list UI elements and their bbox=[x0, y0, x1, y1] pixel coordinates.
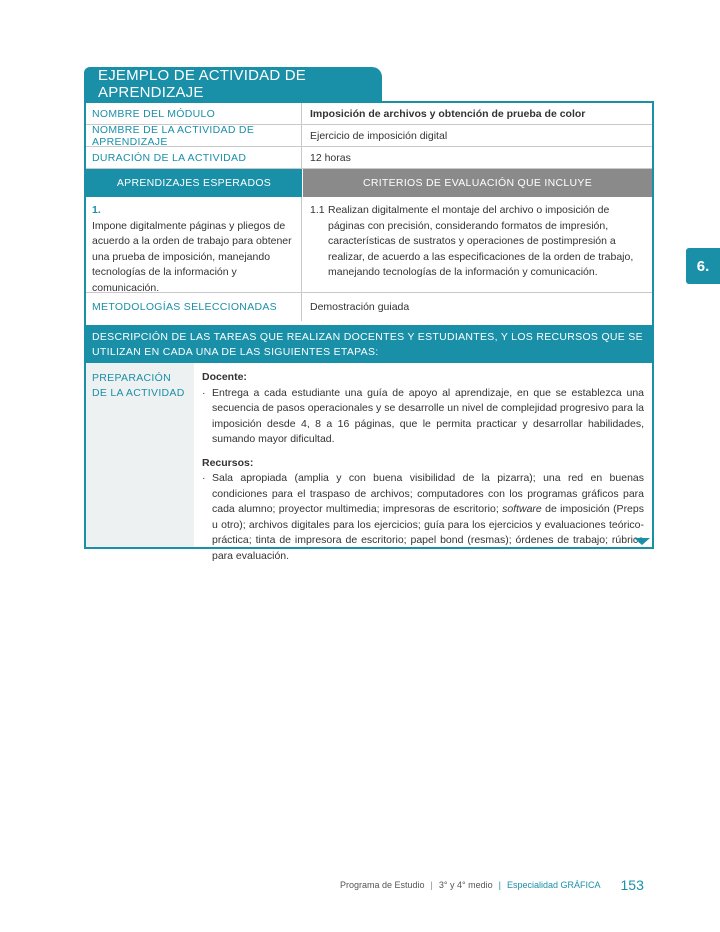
label-duracion: DURACIÓN DE LA ACTIVIDAD bbox=[86, 147, 302, 168]
bullet: · bbox=[202, 472, 206, 484]
header-row bbox=[86, 169, 652, 197]
docente-heading: Docente: bbox=[202, 371, 247, 383]
footer-separator: | bbox=[498, 880, 501, 890]
row-duracion bbox=[86, 147, 652, 169]
footer-specialty: Especialidad GRÁFICA bbox=[506, 880, 601, 890]
value-actividad: Ejercicio de imposición digital bbox=[310, 129, 448, 142]
docente-text: Entrega a cada estudiante una guía de apoyo al aprendizaje, en que se establezca una secuencia de pasos operacionales y se desarrolle un nivel de complejidad progresivo para la imposición desde 4, 8 a 16 páginas, que le permita practicar y desarrollar habilidades, sumando mayor dificultad. bbox=[212, 386, 644, 445]
label-actividad: NOMBRE DE LA ACTIVIDAD DE APRENDIZAJE bbox=[86, 125, 302, 146]
page-footer bbox=[340, 877, 644, 893]
recursos-item bbox=[202, 471, 644, 564]
criterio-cell bbox=[302, 197, 652, 292]
continue-arrow-icon bbox=[634, 538, 650, 545]
row-aprendizaje bbox=[86, 197, 652, 293]
stage-label: PREPARACIÓN DE LA ACTIVIDAD bbox=[86, 363, 194, 547]
criterio-text: Realizan digitalmente el montaje del archivo o imposición de páginas con precisión, considerando formatos de impresión, características de sustratos y operaciones de postimpresión a realizar, de acuerdo a las especificaciones de la orden de trabajo, manejando tecnologías de la información y comunicación. bbox=[328, 204, 634, 278]
header-criterios: CRITERIOS DE EVALUACIÓN QUE INCLUYE bbox=[302, 169, 652, 197]
recursos-text: Sala apropiada (amplia y con buena visibilidad de la pizarra); una red en buenas condiciones para el traspaso de archivos; computadores con los programas gráficos para cada alumno; proyector multimedia; impresoras de escritorio; software de imposición (Preps u otro); archivos digitales para los ejercicios; guía para los ejercicios y evaluaciones teórico-práctica; tinta de impresora de escritorio; papel bond (resmas); órdenes de trabajo; rúbrica para evaluación. bbox=[212, 472, 644, 562]
description-header: DESCRIPCIÓN DE LAS TAREAS QUE REALIZAN DOCENTES Y ESTUDIANTES, Y LOS RECURSOS QUE SE UTILIZAN EN CADA UNA DE LAS SIGUIENTES ETAPAS: bbox=[86, 325, 652, 363]
row-actividad bbox=[86, 125, 652, 147]
page-number: 153 bbox=[620, 877, 644, 893]
footer-program: Programa de Estudio bbox=[340, 880, 425, 890]
aprendizaje-cell bbox=[86, 197, 302, 292]
label-metodologias: METODOLOGÍAS SELECCIONADAS bbox=[86, 293, 302, 321]
stage-body bbox=[194, 363, 652, 562]
row-modulo bbox=[86, 103, 652, 125]
footer-separator: | bbox=[430, 880, 433, 890]
footer-grade: 3° y 4° medio bbox=[438, 880, 493, 890]
aprendizaje-text: Impone digitalmente páginas y pliegos de acuerdo a la orden de trabajo para obtener una prueba de imposición, manejando tecnologías de la información y comunicación. bbox=[92, 219, 292, 294]
row-metodologias bbox=[86, 293, 652, 321]
activity-table bbox=[84, 101, 654, 562]
docente-item bbox=[202, 386, 644, 448]
header-aprendizajes: APRENDIZAJES ESPERADOS bbox=[86, 169, 302, 197]
value-modulo: Imposición de archivos y obtención de prueba de color bbox=[310, 107, 586, 120]
recursos-heading: Recursos: bbox=[202, 456, 254, 469]
activity-title-tab: EJEMPLO DE ACTIVIDAD DE APRENDIZAJE bbox=[84, 67, 382, 101]
bullet: · bbox=[202, 386, 206, 399]
criterio-number: 1.1 bbox=[310, 204, 325, 216]
label-modulo: NOMBRE DEL MÓDULO bbox=[86, 103, 302, 124]
chapter-tab: 6. bbox=[686, 248, 720, 284]
aprendizaje-number: 1. bbox=[92, 204, 101, 216]
value-metodologias: Demostración guiada bbox=[310, 301, 410, 313]
value-duracion: 12 horas bbox=[310, 151, 351, 164]
stage-preparacion bbox=[86, 363, 652, 562]
